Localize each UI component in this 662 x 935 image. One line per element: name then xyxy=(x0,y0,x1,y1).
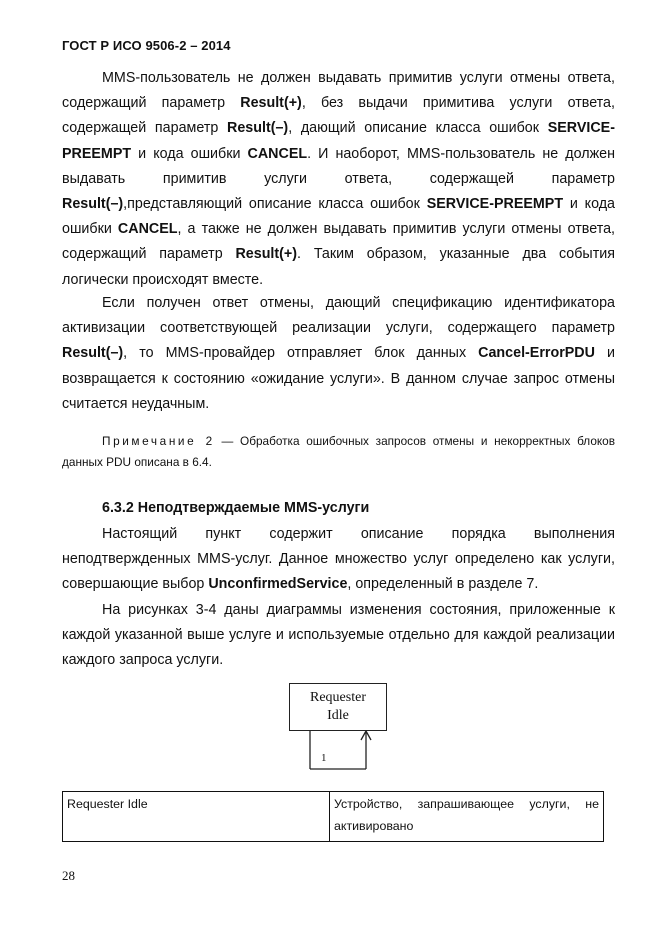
table-row xyxy=(63,792,604,842)
text-run: и возвращается к состоянию «ожидание услуги». В данном случае запрос отмены считается неудачным. xyxy=(62,345,615,412)
text-run: Настоящий пункт содержит описание порядка выполнения неподтвержденных MMS-услуг. Данное множество услуг определено как услуги, совершающие выбор xyxy=(62,526,615,593)
bold-term: Result(+) xyxy=(240,95,302,112)
text-run: Если получен ответ отмены, дающий спецификацию идентификатора активизации соответствующей реализации услуги, содержащего параметр xyxy=(62,295,615,337)
state-name-line2: Idle xyxy=(327,708,349,723)
paragraph-4 xyxy=(62,598,615,674)
transition-label: 1 xyxy=(321,752,327,764)
text-run: . Таким образом, указанные два события логически происходят вместе. xyxy=(62,246,615,288)
section-heading: 6.3.2 Неподтверждаемые MMS-услуги xyxy=(102,500,370,516)
bold-term: CANCEL xyxy=(247,145,308,162)
text-run: ,представляющий описание класса ошибок xyxy=(123,196,427,213)
note-2 xyxy=(62,431,615,473)
paragraph-1 xyxy=(62,66,615,293)
paragraph-2 xyxy=(62,291,615,417)
description-cell: Устройство, запрашивающее услуги, не активировано xyxy=(330,792,604,842)
note-label: Примечание 2 xyxy=(102,434,215,448)
text-run: , без выдачи примитива услуги ответа, содержащей параметр xyxy=(62,95,615,137)
text-run: На рисунках 3-4 даны диаграммы изменения состояния, приложенные к каждой указанной выше услуге и используемые отдельно для каждой реализации каждого запроса услуги. xyxy=(62,602,615,669)
bold-term: Result(–) xyxy=(62,196,124,213)
text-run: , определенный в разделе 7. xyxy=(347,576,539,593)
bold-term: Result(–) xyxy=(62,345,124,362)
state-name-line1: Requester xyxy=(310,690,366,705)
text-run: , дающий описание класса ошибок xyxy=(288,120,548,137)
document-header: ГОСТ Р ИСО 9506-2 – 2014 xyxy=(62,38,231,53)
text-run: . И наоборот, MMS-пользователь не должен выдавать примитив услуги ответа, содержащей параметр xyxy=(62,145,615,187)
bold-term: Result(–) xyxy=(227,120,289,137)
state-requester-idle xyxy=(289,683,387,731)
page-number: 28 xyxy=(62,868,75,883)
bold-term: SERVICE-PREEMPT xyxy=(426,196,564,213)
note-text: — Обработка ошибочных запросов отмены и некорректных блоков данных PDU описана в 6.4. xyxy=(62,434,616,469)
bold-term: SERVICE-PREEMPT xyxy=(62,120,615,162)
bold-term: Result(+) xyxy=(235,246,298,263)
text-run: , то MMS-провайдер отправляет блок данных xyxy=(123,345,479,362)
text-run: MMS-пользователь не должен выдавать примитив услуги отмены ответа, содержащий параметр xyxy=(62,70,615,112)
bold-term: CANCEL xyxy=(117,221,178,238)
state-diagram xyxy=(289,683,389,773)
bold-term: UnconfirmedService xyxy=(208,576,348,593)
state-cell: Requester Idle xyxy=(63,792,330,842)
state-definition-table xyxy=(62,791,604,842)
text-run: и кода ошибки xyxy=(131,145,248,162)
text-run: , а также не должен выдавать примитив услуги отмены ответа, содержащий параметр xyxy=(62,221,616,263)
paragraph-3 xyxy=(62,522,615,598)
bold-term: Cancel-ErrorPDU xyxy=(478,345,595,362)
text-run: и кода ошибки xyxy=(62,196,616,238)
